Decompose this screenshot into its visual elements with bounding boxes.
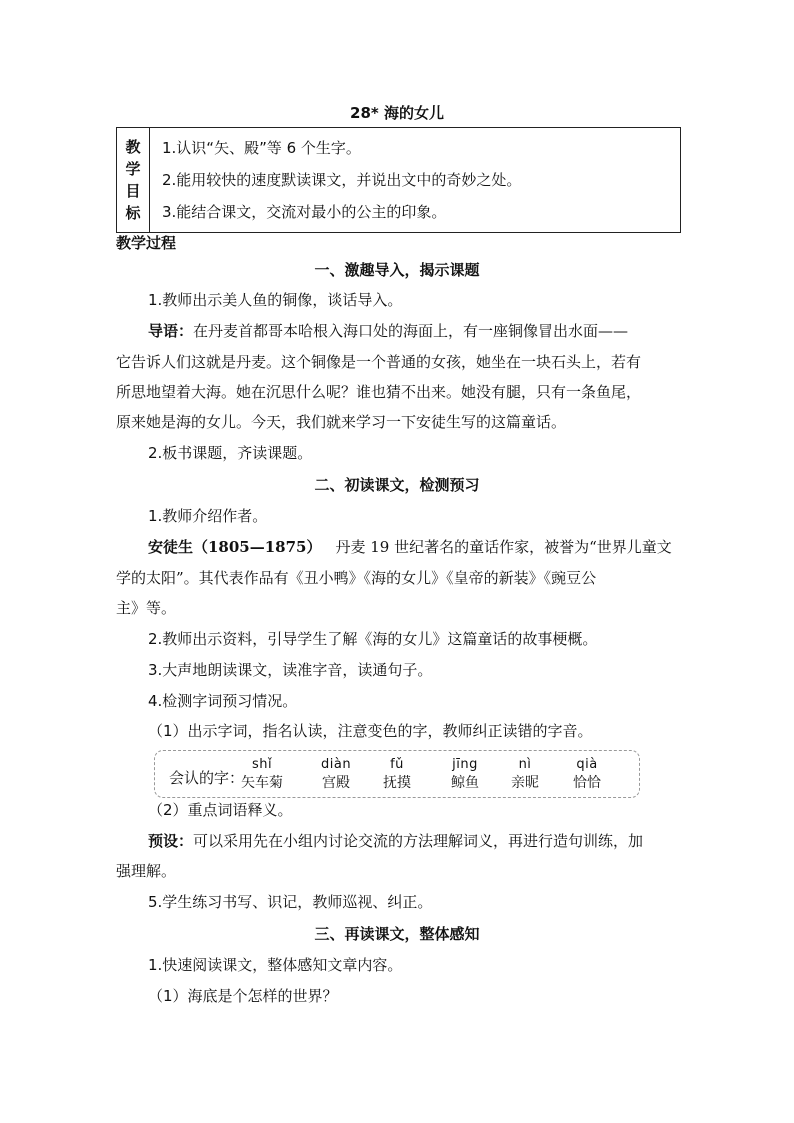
goals-label-char: 目: [125, 182, 141, 200]
vocab-pinyin: jīng: [452, 757, 478, 772]
step: 2.教师出示资料，引导学生了解《海的女儿》这篇童话的故事梗概。: [148, 630, 598, 648]
vocab-word: [241, 757, 283, 793]
vocab-label: 会认的字：: [169, 769, 245, 787]
preset-label: 预设：: [148, 832, 194, 850]
sub-step: （1）出示字词，指名认读，注意变色的字，教师纠正读错的字音。: [148, 722, 593, 740]
goal-item: 2.能用较快的速度默读课文，并说出文中的奇妙之处。: [162, 171, 522, 189]
step: 5.学生练习书写、识记，教师巡视、纠正。: [148, 893, 433, 911]
step: 1.教师介绍作者。: [148, 507, 268, 525]
preset-text: 可以采用先在小组内讨论交流的方法理解词义，再进行造句训练，加: [193, 832, 644, 850]
vocab-text: 亲昵: [511, 775, 539, 791]
author-paragraph-line: 学的太阳”。其代表作品有《丑小鸭》《海的女儿》《皇帝的新装》《豌豆公: [116, 569, 597, 587]
vocab-pinyin: qià: [576, 757, 598, 772]
vocab-text: 鲸鱼: [451, 775, 479, 791]
vocab-word: [321, 757, 351, 793]
goals-label-char: 标: [125, 204, 141, 222]
goals-label-char: 学: [125, 160, 141, 178]
vocab-word: [573, 757, 601, 793]
sub-step: （2）重点词语释义。: [148, 801, 293, 819]
preset-paragraph-line: 强理解。: [116, 862, 177, 880]
goals-label-char: 教: [125, 138, 141, 156]
vocab-text: 抚摸: [383, 775, 411, 791]
step: 1.快速阅读课文，整体感知文章内容。: [148, 956, 403, 974]
vocab-pinyin: diàn: [321, 757, 352, 772]
process-title: 教学过程: [116, 234, 177, 252]
sub-step: （1）海底是个怎样的世界？: [148, 987, 338, 1005]
step: 1.教师出示美人鱼的铜像，谈话导入。: [148, 291, 403, 309]
vocab-pinyin: shǐ: [251, 757, 273, 772]
vocab-word: [511, 757, 539, 793]
intro-paragraph-line: 原来她是海的女儿。今天，我们就来学习一下安徒生写的这篇童话。: [116, 413, 567, 431]
vocab-text: 矢车菊: [241, 775, 283, 791]
step: 3.大声地朗读课文，读准字音，读通句子。: [148, 661, 433, 679]
step: 4.检测字词预习情况。: [148, 692, 298, 710]
author-paragraph-line: [148, 536, 672, 557]
vocab-word: [451, 757, 479, 793]
step: 2.板书课题，齐读课题。: [148, 444, 313, 462]
vocab-box: [154, 750, 640, 798]
goals-label: [117, 128, 150, 233]
intro-paragraph-line: 它告诉人们这就是丹麦。这个铜像是一个普通的女孩，她坐在一块石头上，若有: [116, 353, 642, 371]
section-heading: 三、再读课文，整体感知: [314, 925, 480, 943]
author-text: 丹麦 19 世纪著名的童话作家，被誉为“世界儿童文: [335, 538, 672, 556]
goals-list: [150, 128, 681, 233]
goal-item: 3.能结合课文，交流对最小的公主的印象。: [162, 203, 447, 221]
intro-paragraph-line: [148, 320, 628, 341]
vocab-word: [383, 757, 411, 793]
vocab-text: 恰恰: [573, 775, 601, 791]
author-label: 安徒生（1805—1875）: [148, 538, 322, 556]
section-heading: 一、激趣导入，揭示课题: [314, 261, 480, 279]
section-heading: 二、初读课文，检测预习: [314, 476, 480, 494]
vocab-text: 宫殿: [322, 775, 351, 791]
preset-paragraph-line: [148, 830, 643, 851]
vocab-pinyin: nì: [518, 757, 532, 772]
vocab-pinyin: fǔ: [390, 757, 404, 772]
goal-item: 1.认识“矢、殿”等 6 个生字。: [162, 139, 361, 157]
teaching-goals-table: [116, 127, 681, 233]
intro-paragraph-line: 所思地望着大海。她在沉思什么呢？谁也猜不出来。她没有腿，只有一条鱼尾，: [116, 383, 642, 401]
intro-text: 在丹麦首都哥本哈根入海口处的海面上，有一座铜像冒出水面——: [193, 322, 629, 340]
lesson-title: 28* 海的女儿: [350, 104, 444, 122]
intro-label: 导语：: [148, 322, 194, 340]
author-paragraph-line: 主》等。: [116, 599, 177, 617]
